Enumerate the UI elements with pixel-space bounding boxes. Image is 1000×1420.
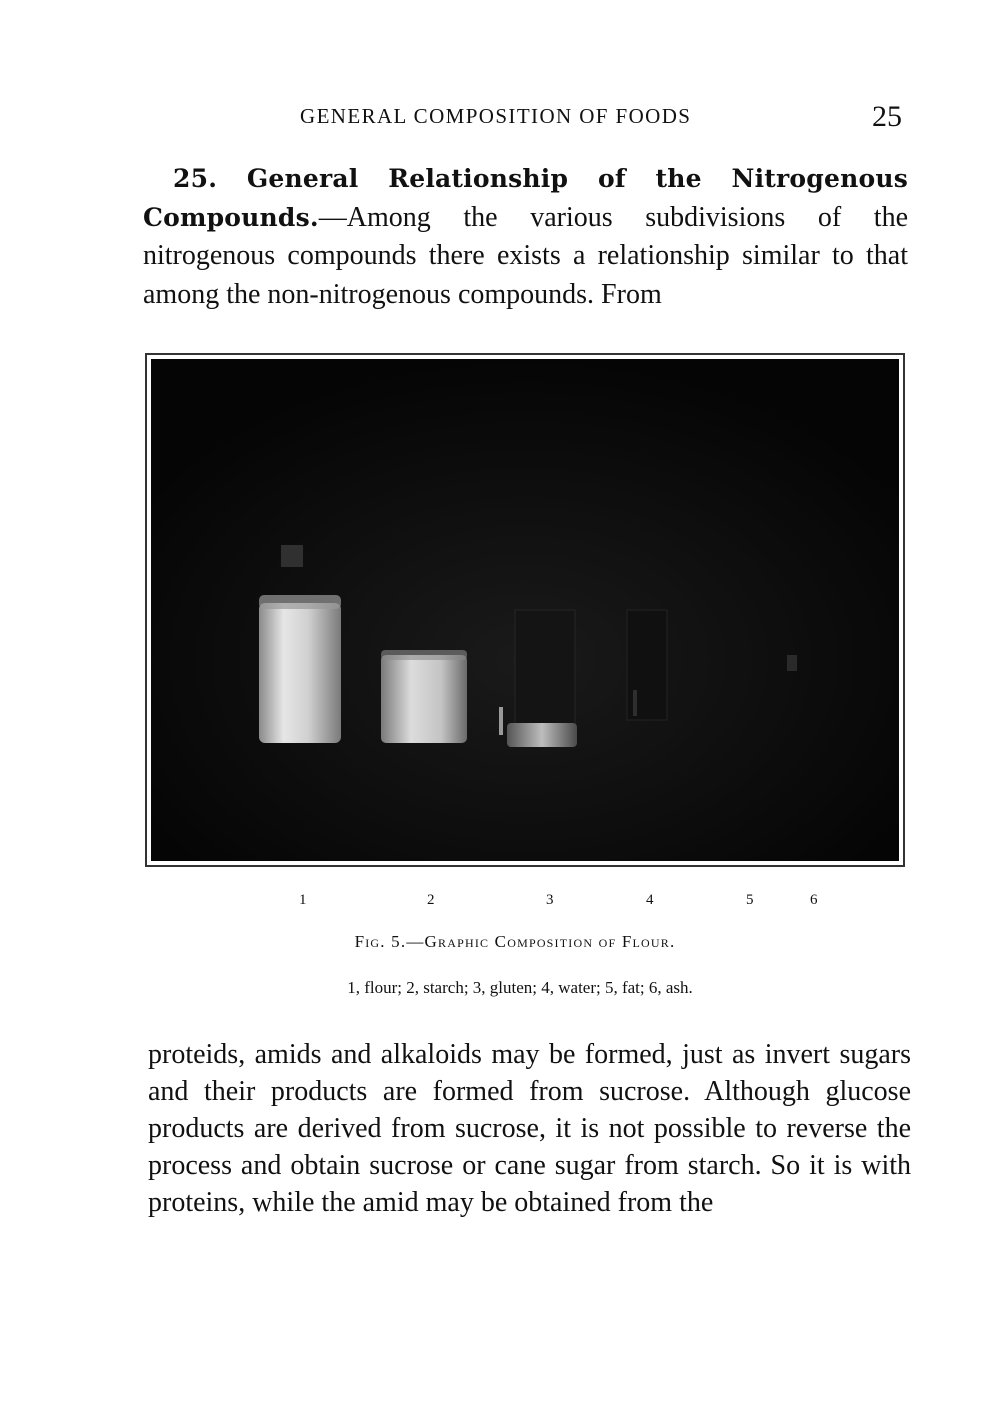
body-paragraph: proteids, amids and alkaloids may be formed, just as invert sugars and their products are formed from sucrose. Although glucose products are derived from sucrose, it is not possible to reverse the process and obtain sucrose or cane sugar from starch. So it is with proteins, while the amid may be obtained from the [148,1039,911,1218]
figure-label-1: 1 [299,892,307,908]
figure-label-6: 6 [810,892,818,908]
figure-legend: 1, flour; 2, starch; 3, gluten; 4, water; 5, fat; 6, ash. [347,978,693,997]
figure-item-numbers [0,892,1000,914]
jar-water [627,610,667,720]
figure-caption: Fig. 5.—Graphic Composition of Flour. [354,932,676,951]
section-title: General Relationship of the Nitrogenous Compounds. [143,164,908,232]
jar-fat [787,655,797,671]
section-number: 25. [173,164,218,193]
running-title: GENERAL COMPOSITION OF FOODS [300,104,692,128]
figure-label-3: 3 [546,892,554,908]
flour-composition-photo [145,353,905,867]
section-25 [143,160,908,314]
section-text: —Among the various subdivisions of the nitrogenous compounds there exists a relationship similar to that among the non-nitrogenous compounds. From [143,201,908,310]
figure-label-2: 2 [427,892,435,908]
jar-starch [381,650,467,743]
page-number: 25 [872,100,902,133]
photo-graphic [147,355,903,865]
figure-label-5: 5 [746,892,754,908]
running-head [0,100,1000,134]
figure-label-4: 4 [646,892,654,908]
